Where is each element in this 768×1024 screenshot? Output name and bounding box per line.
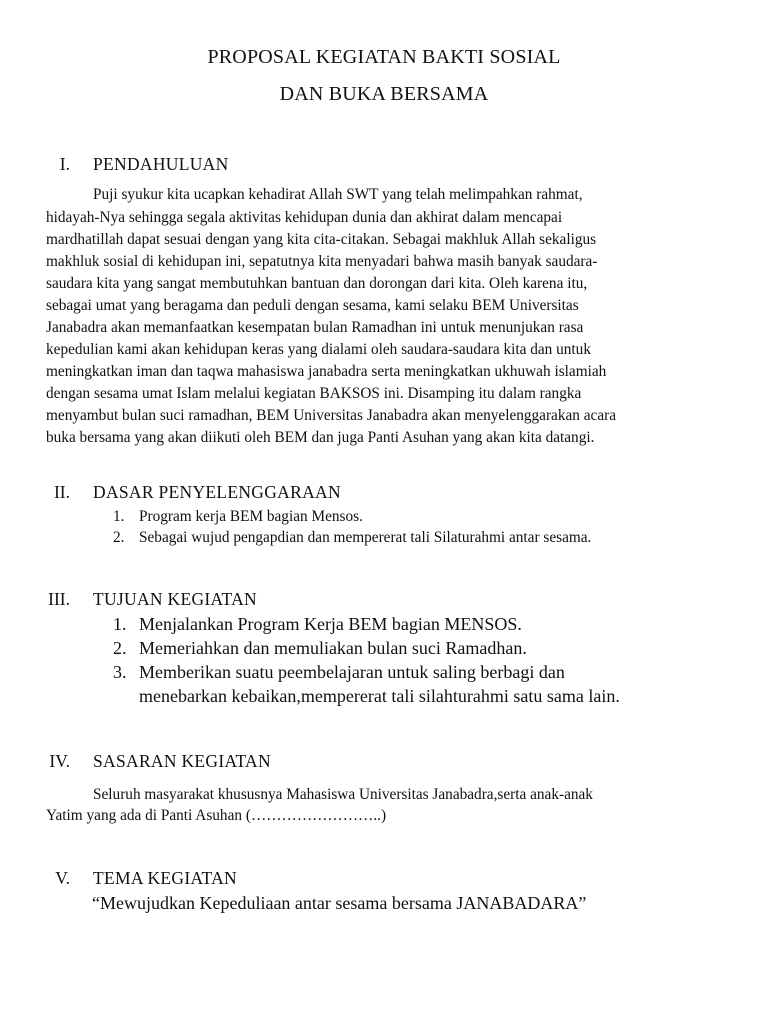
- list-item-text: Memeriahkan dan memuliakan bulan suci Ramadhan.: [139, 638, 527, 658]
- paragraph-line: meningkatkan iman dan taqwa mahasiswa janabadra serta meningkatkan ukhuwah islamiah: [46, 363, 607, 380]
- list-item-text: Menjalankan Program Kerja BEM bagian MENSOS.: [139, 614, 522, 634]
- paragraph-line: sebagai umat yang beragama dan peduli dengan sesama, kami selaku BEM Universitas: [46, 297, 579, 314]
- list-item-number: 2.: [113, 529, 125, 546]
- paragraph-line: hidayah-Nya sehingga segala aktivitas kehidupan dunia dan akhirat dalam mencapai: [46, 209, 563, 226]
- paragraph-line: makhluk sosial di kehidupan ini, sepatutnya kita menyadari bahwa masih banyak saudara-: [46, 253, 598, 270]
- paragraph-line: menyambut bulan suci ramadhan, BEM Universitas Janabadra akan menyelenggarakan acara: [46, 407, 617, 424]
- document-title-line-1: PROPOSAL KEGIATAN BAKTI SOSIAL: [207, 46, 561, 68]
- section-4-title: SASARAN KEGIATAN: [93, 751, 271, 771]
- paragraph-line: mardhatillah dapat sesuai dengan yang kita cita-citakan. Sebagai makhluk Allah sekaligus: [46, 231, 597, 248]
- paragraph-line: Puji syukur kita ucapkan kehadirat Allah SWT yang telah melimpahkan rahmat,: [93, 186, 583, 203]
- section-3-number: III.: [48, 589, 70, 609]
- list-item-number: 1.: [113, 614, 127, 634]
- document-title-line-2: DAN BUKA BERSAMA: [279, 83, 489, 105]
- list-item-number: 3.: [113, 662, 127, 682]
- theme-text: “Mewujudkan Kepeduliaan antar sesama bersama JANABADARA”: [92, 893, 587, 913]
- section-5-title: TEMA KEGIATAN: [93, 868, 237, 888]
- list-item-text: menebarkan kebaikan,mempererat tali silahturahmi satu sama lain.: [139, 686, 620, 706]
- section-3-title: TUJUAN KEGIATAN: [93, 589, 257, 609]
- section-2-title: DASAR PENYELENGGARAAN: [93, 482, 341, 502]
- paragraph-line: kepedulian kami akan kehidupan keras yang dialami oleh saudara-saudara kita dan untuk: [46, 341, 591, 358]
- list-item-number: 1.: [113, 508, 125, 525]
- paragraph-line: Janabadra akan memanfaatkan kesempatan bulan Ramadhan ini untuk menunjukan rasa: [46, 319, 584, 336]
- section-1-title: PENDAHULUAN: [93, 154, 229, 174]
- list-item-text: Memberikan suatu peembelajaran untuk saling berbagi dan: [139, 662, 565, 682]
- paragraph-line: buka bersama yang akan diikuti oleh BEM dan juga Panti Asuhan yang akan kita datangi.: [46, 429, 595, 446]
- list-item-number: 2.: [113, 638, 127, 658]
- list-item-text: Program kerja BEM bagian Mensos.: [139, 508, 363, 525]
- paragraph-line: saudara kita yang sangat membutuhkan bantuan dan dorongan dari kita. Oleh karena itu,: [46, 275, 588, 292]
- list-item-text: Sebagai wujud pengapdian dan mempererat tali Silaturahmi antar sesama.: [139, 529, 592, 546]
- section-4-text-line-1: Seluruh masyarakat khususnya Mahasiswa Universitas Janabadra,serta anak-anak: [93, 786, 593, 803]
- section-4-text-line-2: Yatim yang ada di Panti Asuhan (……………………..): [46, 807, 387, 824]
- section-1-number: I.: [59, 154, 70, 174]
- section-5-number: V.: [55, 868, 70, 888]
- section-2-number: II.: [53, 482, 70, 502]
- section-4-number: IV.: [49, 751, 70, 771]
- paragraph-line: dengan sesama umat Islam melalui kegiatan BAKSOS ini. Disamping itu dalam rangka: [46, 385, 582, 402]
